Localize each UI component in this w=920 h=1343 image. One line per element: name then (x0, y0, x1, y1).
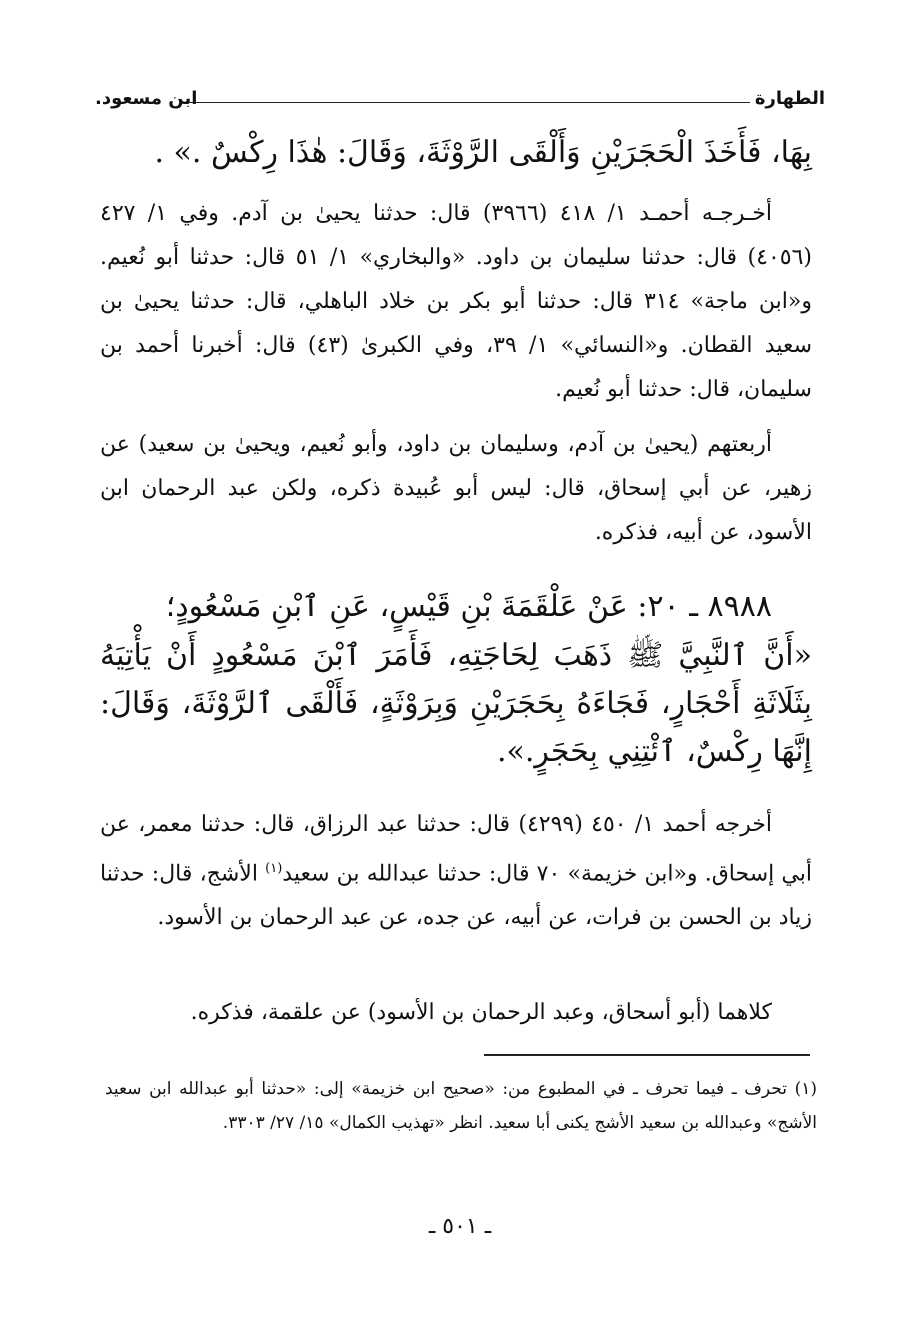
takhrij-2-rest: الأشج، قال: حدثنا زياد بن الحسن بن فرات، عن أبيه، عن جده، عن عبد الرحمان بن الأسود. (100, 861, 812, 931)
page-number: ـ ٥٠١ ـ (428, 1214, 492, 1239)
running-header (95, 88, 825, 116)
hadith-2-heading: ٨٩٨٨ ـ ٢٠: عَنْ عَلْقَمَةَ بْنِ قَيْسٍ، عَنِ ٱبْنِ مَسْعُودٍ؛ (165, 589, 772, 624)
takhrij-paragraph-2 (100, 803, 812, 940)
header-rule (185, 102, 750, 103)
chapter-title: الطهارة (754, 88, 825, 109)
footnote: (١) تحرف ـ فيما تحرف ـ في المطبوع من: «صحيح ابن خزيمة» إلى: «حدثنا أبو عبدالله ابن سعيد الأشج» وعبدالله بن سعيد الأشج يكنى أبا سعيد. انظر «تهذيب الكمال» ١٥/ ٢٧/ ٣٣٠٣. (105, 1079, 817, 1133)
hadith-2-text: «أَنَّ ٱلنَّبِيَّ ﷺ ذَهَبَ لِحَاجَتِهِ، فَأَمَرَ ٱبْنَ مَسْعُودٍ أَنْ يَأْتِيَهُ بِثَلَاثَةِ أَحْجَارٍ، فَجَاءَهُ بِحَجَرَيْنِ وَبِرَوْثَةٍ، فَأَلْقَى ٱلرَّوْثَةَ، وَقَالَ: إِنَّهَا رِكْسٌ، ٱئْتِنِي بِحَجَرٍ.». (100, 638, 812, 769)
takhrij-2-main: أخرجه أحمد ١/ ٤٥٠ (٤٢٩٩) قال: حدثنا عبد الرزاق، قال: حدثنا معمر، عن أبي إسحاق. و«ابن خزيمة» ٧٠ قال: حدثنا عبدالله بن سعيد (100, 812, 812, 887)
book-title: ابن مسعود. (95, 88, 198, 109)
takhrij-paragraph-1: أخـرجـه أحمـد ١/ ٤١٨ (٣٩٦٦) قال: حدثنا يحيىٰ بن آدم. وفي ١/ ٤٢٧ (٤٠٥٦) قال: حدثنا سليمان بن داود. «والبخاري» ١/ ٥١ قال: حدثنا أبو نُعيم. و«ابن ماجة» ٣١٤ قال: حدثنا أبو بكر بن خلاد الباهلي، قال: حدثنا يحيىٰ بن سعيد القطان. و«النسائي» ١/ ٣٩، وفي الكبرىٰ (٤٣) قال: أخبرنا أحمد بن سليمان، قال: حدثنا أبو نُعيم. (100, 201, 813, 402)
footnote-separator (484, 1054, 810, 1056)
summary-paragraph-1: أربعتهم (يحيىٰ بن آدم، وسليمان بن داود، وأبو نُعيم، ويحيىٰ بن سعيد) عن زهير، عن أبي إسحاق، قال: ليس أبو عُبيدة ذكره، ولكن عبد الرحمان ابن الأسود، عن أبيه، فذكره. (100, 432, 812, 545)
hadith-continuation: بِهَا، فَأَخَذَ الْحَجَرَيْنِ وَأَلْقَى الرَّوْثَةَ، وَقَالَ: هٰذَا رِكْسٌ .» . (154, 135, 812, 170)
summary-paragraph-2: كلاهما (أبو أسحاق، وعبد الرحمان بن الأسود) عن علقمة، فذكره. (190, 1000, 772, 1025)
footnote-marker: (١) (265, 861, 283, 876)
